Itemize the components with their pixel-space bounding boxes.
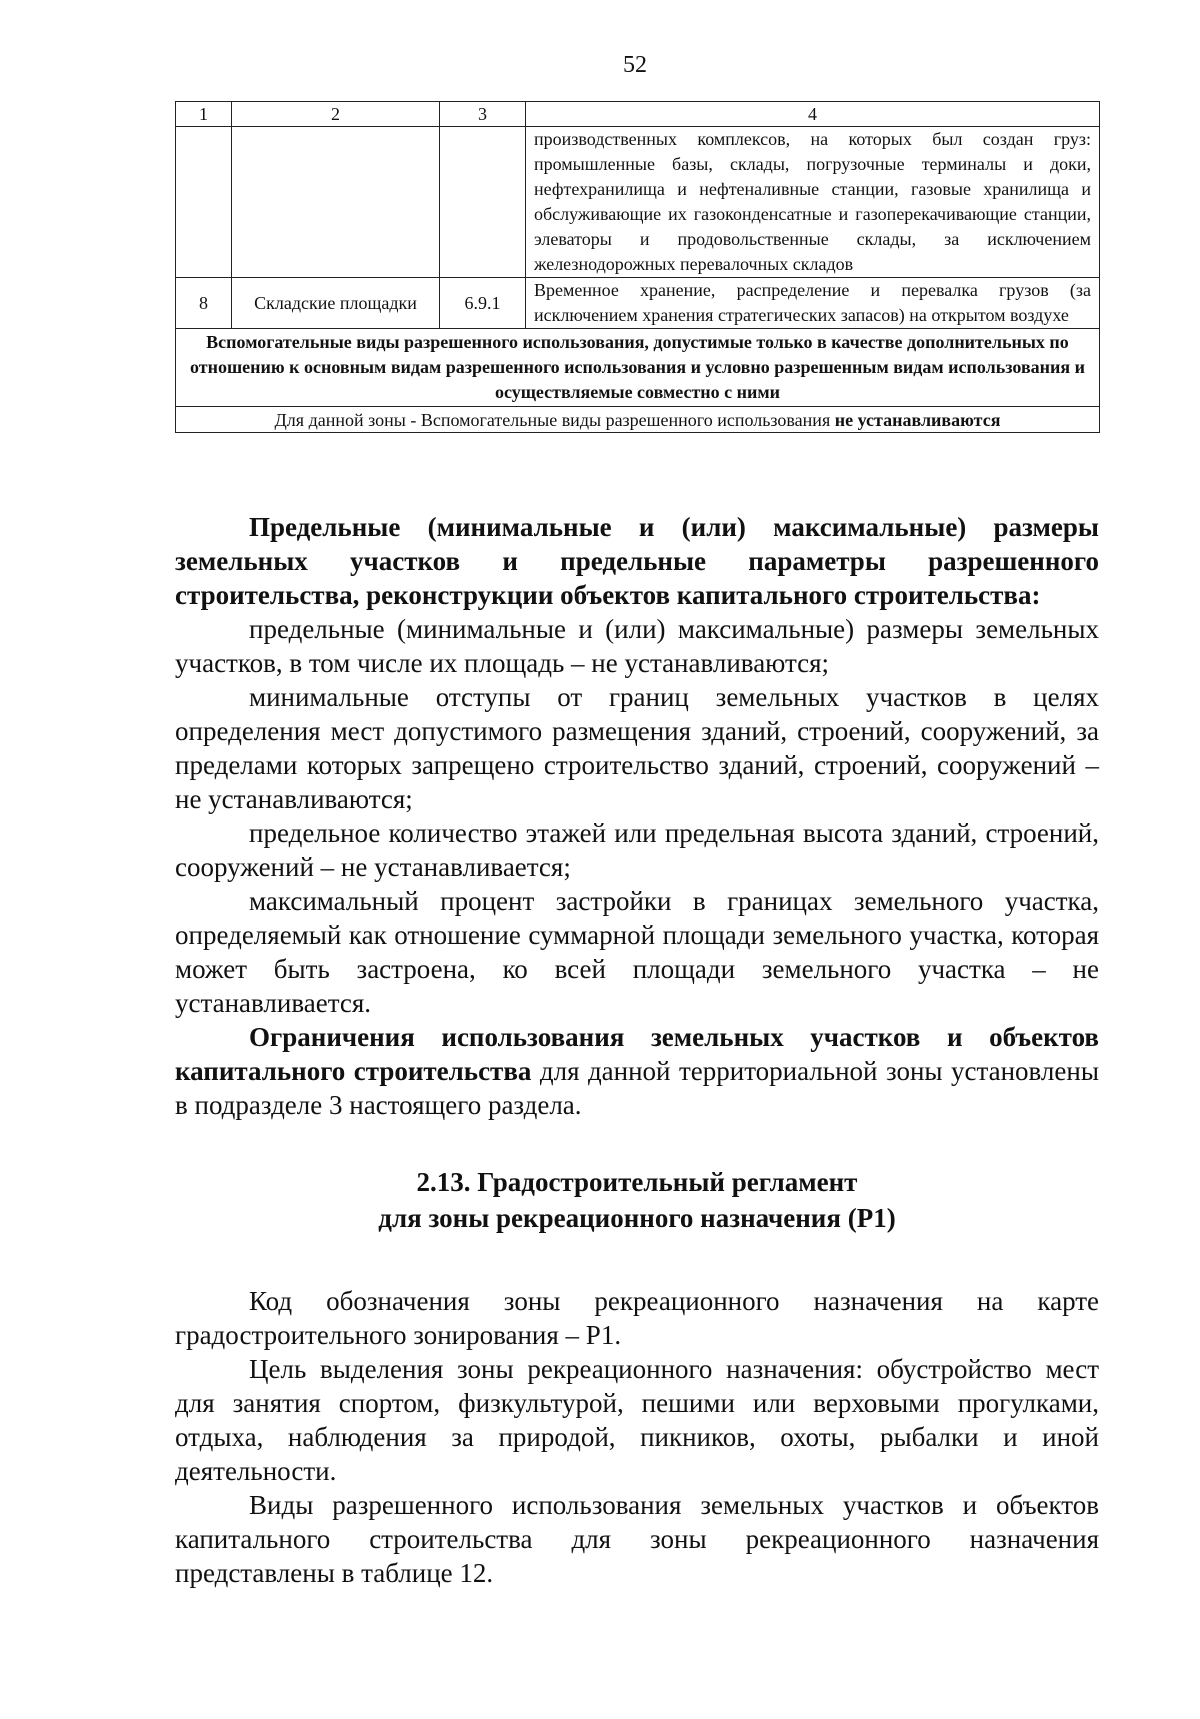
auxiliary-note-bold: не устанавливаются: [834, 409, 1001, 430]
section-paragraph: Код обозначения зоны рекреационного назначения на карте градостроительного зонирования – Р1.: [175, 1286, 1099, 1350]
column-header-1: 1: [176, 102, 232, 127]
limit-item: максимальный процент застройки в границах земельного участка, определяемый как отношение суммарной площади земельного участка, которая может быть застроена, ко всей площади земельного участка – не устанавливается.: [175, 886, 1099, 1018]
auxiliary-heading-row: [176, 329, 1100, 407]
land-use-table: [175, 101, 1100, 433]
limit-item: предельные (минимальные и (или) максимальные) размеры земельных участков, в том числе их площадь – не устанавливаются;: [175, 614, 1099, 678]
limits-heading: Предельные (минимальные и (или) максимальные) размеры земельных участков и предельные параметры разрешенного строительства, реконструкции объектов капитального строительства:: [175, 512, 1099, 610]
section-title-line-2: для зоны рекреационного назначения (Р1): [378, 1203, 896, 1233]
document-body: [175, 510, 1099, 1590]
section-paragraph: Виды разрешенного использования земельных участков и объектов капитального строительства для зоны рекреационного назначения представлены в таблице 12.: [175, 1490, 1099, 1588]
section-paragraph: Цель выделения зоны рекреационного назначения: обустройство мест для занятия спортом, физкультурой, пешими или верховыми прогулками, отдыха, наблюдения за природой, пикников, охоты, рыбалки и иной деятельности.: [175, 1354, 1099, 1486]
limit-item: минимальные отступы от границ земельных участков в целях определения мест допустимого размещения зданий, строений, сооружений, за пределами которых запрещено строительство зданий, строений, сооружений – не устанавливаются;: [175, 682, 1099, 814]
page-number: 52: [623, 52, 647, 78]
restrictions-rest: для данной территориальной зоны установлены в подразделе 3 настоящего раздела.: [175, 1056, 1099, 1120]
continuation-description: производственных комплексов, на которых был создан груз: промышленные базы, склады, погрузочные терминалы и доки, нефтехранилища и нефтеналивные станции, газовые хранилища и обслуживающие их газоконденсатные и газоперекачивающие станции, элеваторы и продовольственные склады, за исключением железнодорожных перевалочных складов: [526, 127, 1100, 278]
use-type-name: Складские площадки: [232, 278, 440, 329]
table-row-8: [176, 278, 1100, 329]
auxiliary-note-row: [176, 407, 1100, 433]
use-type-code: 6.9.1: [440, 278, 526, 329]
column-header-2: 2: [232, 102, 440, 127]
column-header-3: 3: [440, 102, 526, 127]
table-row-continuation: [176, 127, 1100, 278]
restrictions-bold: Ограничения использования земельных участков и объектов капитального строительства: [175, 1022, 1099, 1086]
restrictions-paragraph: [175, 1020, 1099, 1122]
auxiliary-heading: Вспомогательные виды разрешенного использования, допустимые только в качестве дополнительных по отношению к основным видам разрешенного использования и условно разрешенным видам использования и осуществляемые совместно с ними: [176, 329, 1100, 407]
auxiliary-note-prefix: Для данной зоны - Вспомогательные виды разрешенного использования: [274, 409, 831, 430]
auxiliary-note: [176, 407, 1100, 433]
section-title-line-1: 2.13. Градостроительный регламент: [416, 1167, 858, 1197]
section-title: [175, 1164, 1099, 1236]
table-header-row: [176, 102, 1100, 127]
use-type-description: Временное хранение, распределение и перевалка грузов (за исключением хранения стратегических запасов) на открытом воздухе: [526, 278, 1100, 329]
row-number: 8: [176, 278, 232, 329]
column-header-4: 4: [526, 102, 1100, 127]
limit-item: предельное количество этажей или предельная высота зданий, строений, сооружений – не устанавливается;: [175, 818, 1099, 882]
